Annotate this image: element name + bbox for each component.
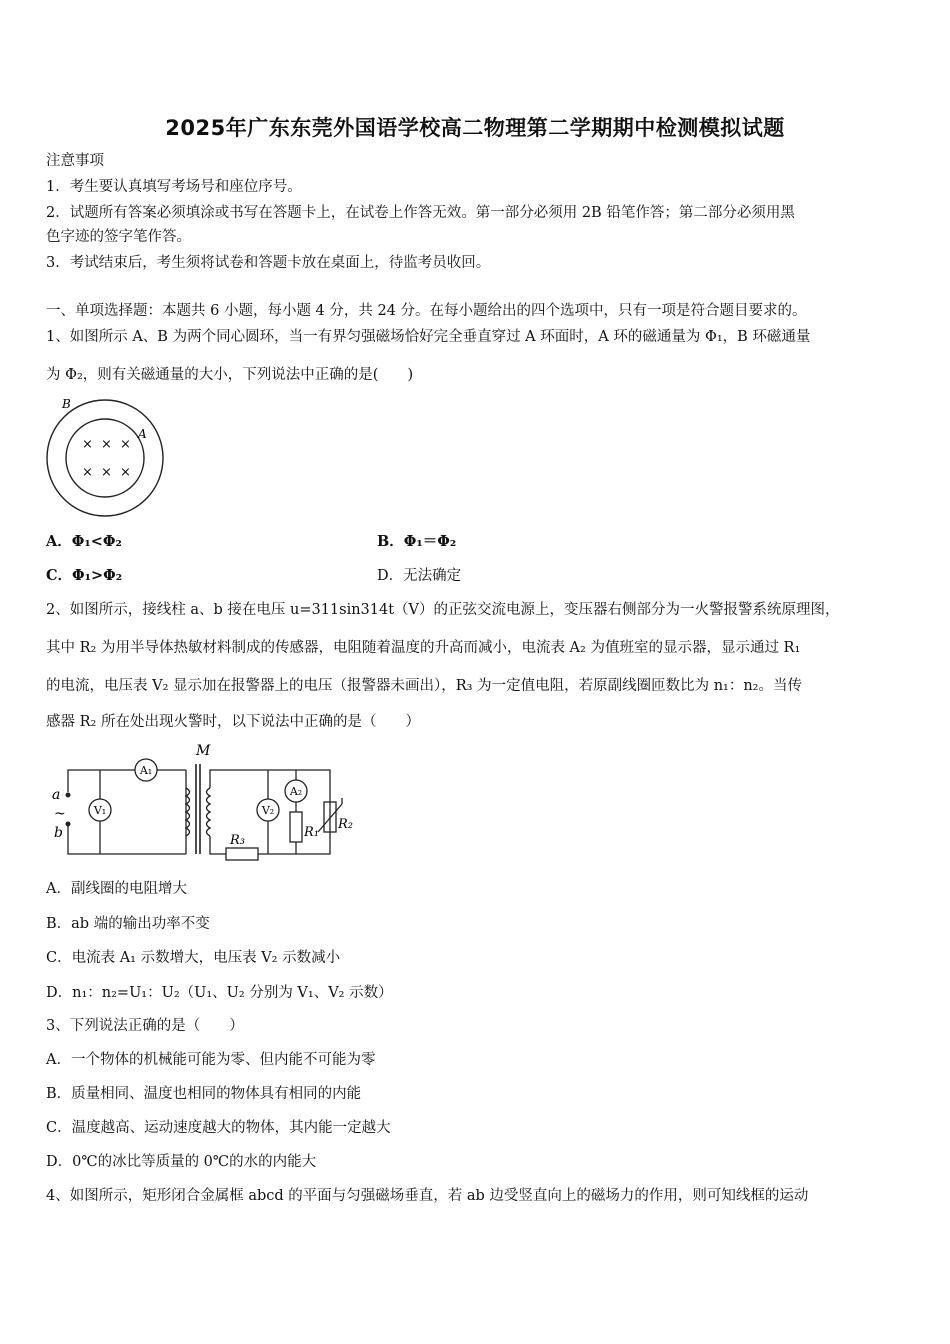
ring-a-label: A bbox=[138, 427, 147, 441]
q1-option-d[interactable]: D．无法确定 bbox=[377, 568, 462, 584]
q3-option-b[interactable]: B．质量相同、温度也相同的物体具有相同的内能 bbox=[46, 1086, 362, 1102]
notice-item-2-cont: 色字迹的签字笔作答。 bbox=[46, 229, 191, 245]
r1-label: R₁ bbox=[304, 825, 319, 840]
q2-stem-line2: 其中 R₂ 为用半导体热敏材料制成的传感器，电阻随着温度的升高而减小，电流表 A₂ 为值班室的显示器，显示通过 R₁ bbox=[46, 640, 801, 656]
q2-option-b[interactable]: B．ab 端的输出功率不变 bbox=[46, 916, 210, 932]
q2-transformer-circuit-figure bbox=[46, 742, 366, 864]
q1-option-c[interactable]: C．Φ₁>Φ₂ bbox=[46, 567, 123, 584]
svg-text:×: × bbox=[101, 437, 112, 452]
notice-item-1: 1．考生要认真填写考场号和座位序号。 bbox=[46, 179, 302, 195]
svg-text:×: × bbox=[82, 437, 93, 452]
r3-resistor bbox=[226, 848, 258, 860]
meter-v2-label: V₂ bbox=[261, 804, 275, 817]
notice-item-2: 2．试题所有答案必须填涂或书写在答题卡上，在试卷上作答无效。第一部分必须用 2B 铅笔作答；第二部分必须用黑 bbox=[46, 205, 795, 221]
q2-option-d[interactable]: D．n₁：n₂=U₁：U₂（U₁、U₂ 分别为 V₁、V₂ 示数） bbox=[46, 985, 393, 1001]
svg-text:×: × bbox=[101, 465, 112, 480]
svg-text:×: × bbox=[120, 465, 131, 480]
q1-option-b[interactable]: B．Φ₁＝Φ₂ bbox=[377, 533, 457, 550]
terminal-a-label: a bbox=[52, 787, 61, 803]
q2-stem-line1: 2、如图所示，接线柱 a、b 接在电压 u=311sin314t（V）的正弦交流电源上，变压器右侧部分为一火警报警系统原理图， bbox=[46, 602, 840, 618]
q2-option-c[interactable]: C．电流表 A₁ 示数增大，电压表 V₂ 示数减小 bbox=[46, 950, 341, 966]
q1-stem-line2: 为 Φ₂，则有关磁通量的大小，下列说法中正确的是( ) bbox=[46, 367, 414, 383]
ac-source-symbol: ~ bbox=[54, 806, 66, 822]
svg-text:×: × bbox=[82, 465, 93, 480]
notice-heading: 注意事项 bbox=[46, 153, 104, 169]
q3-stem: 3、下列说法正确的是（ ） bbox=[46, 1018, 244, 1034]
r2-label: R₂ bbox=[338, 817, 353, 832]
q2-stem-line4: 感器 R₂ 所在处出现火警时，以下说法中正确的是（ ） bbox=[46, 714, 420, 730]
q4-stem: 4、如图所示，矩形闭合金属框 abcd 的平面与匀强磁场垂直，若 ab 边受竖直向上的磁场力的作用，则可知线框的运动 bbox=[46, 1188, 809, 1204]
meter-a2-label: A₂ bbox=[289, 785, 303, 798]
transformer-label: M bbox=[196, 743, 211, 759]
notice-item-3: 3．考试结束后，考生须将试卷和答题卡放在桌面上，待监考员收回。 bbox=[46, 255, 491, 271]
q2-option-a[interactable]: A．副线圈的电阻增大 bbox=[46, 881, 187, 897]
q1-option-a[interactable]: A．Φ₁<Φ₂ bbox=[46, 533, 122, 550]
svg-text:×: × bbox=[120, 437, 131, 452]
meter-v1-label: V₁ bbox=[93, 804, 107, 817]
page-title: 2025年广东东莞外国语学校高二物理第二学期期中检测模拟试题 bbox=[165, 116, 785, 140]
q3-option-c[interactable]: C．温度越高、运动速度越大的物体，其内能一定越大 bbox=[46, 1120, 391, 1136]
q2-stem-line3: 的电流，电压表 V₂ 显示加在报警器上的电压（报警器未画出），R₃ 为一定值电阻，若原副线圈匝数比为 n₁：n₂。当传 bbox=[46, 678, 802, 694]
ring-b-label: B bbox=[62, 397, 71, 411]
r3-label: R₃ bbox=[230, 833, 245, 848]
q1-stem-line1: 1、如图所示 A、B 为两个同心圆环，当一有界匀强磁场恰好完全垂直穿过 A 环面时，A 环的磁通量为 Φ₁，B 环磁通量 bbox=[46, 329, 811, 345]
q3-option-d[interactable]: D．0℃的冰比等质量的 0℃的水的内能大 bbox=[46, 1154, 317, 1170]
q3-option-a[interactable]: A．一个物体的机械能可能为零、但内能不可能为零 bbox=[46, 1052, 376, 1068]
terminal-b-label: b bbox=[54, 825, 63, 841]
q1-concentric-rings-figure bbox=[44, 394, 168, 520]
section-heading: 一、单项选择题：本题共 6 小题，每小题 4 分，共 24 分。在每小题给出的四个选项中，只有一项是符合题目要求的。 bbox=[46, 303, 807, 319]
meter-a1-label: A₁ bbox=[139, 764, 153, 777]
